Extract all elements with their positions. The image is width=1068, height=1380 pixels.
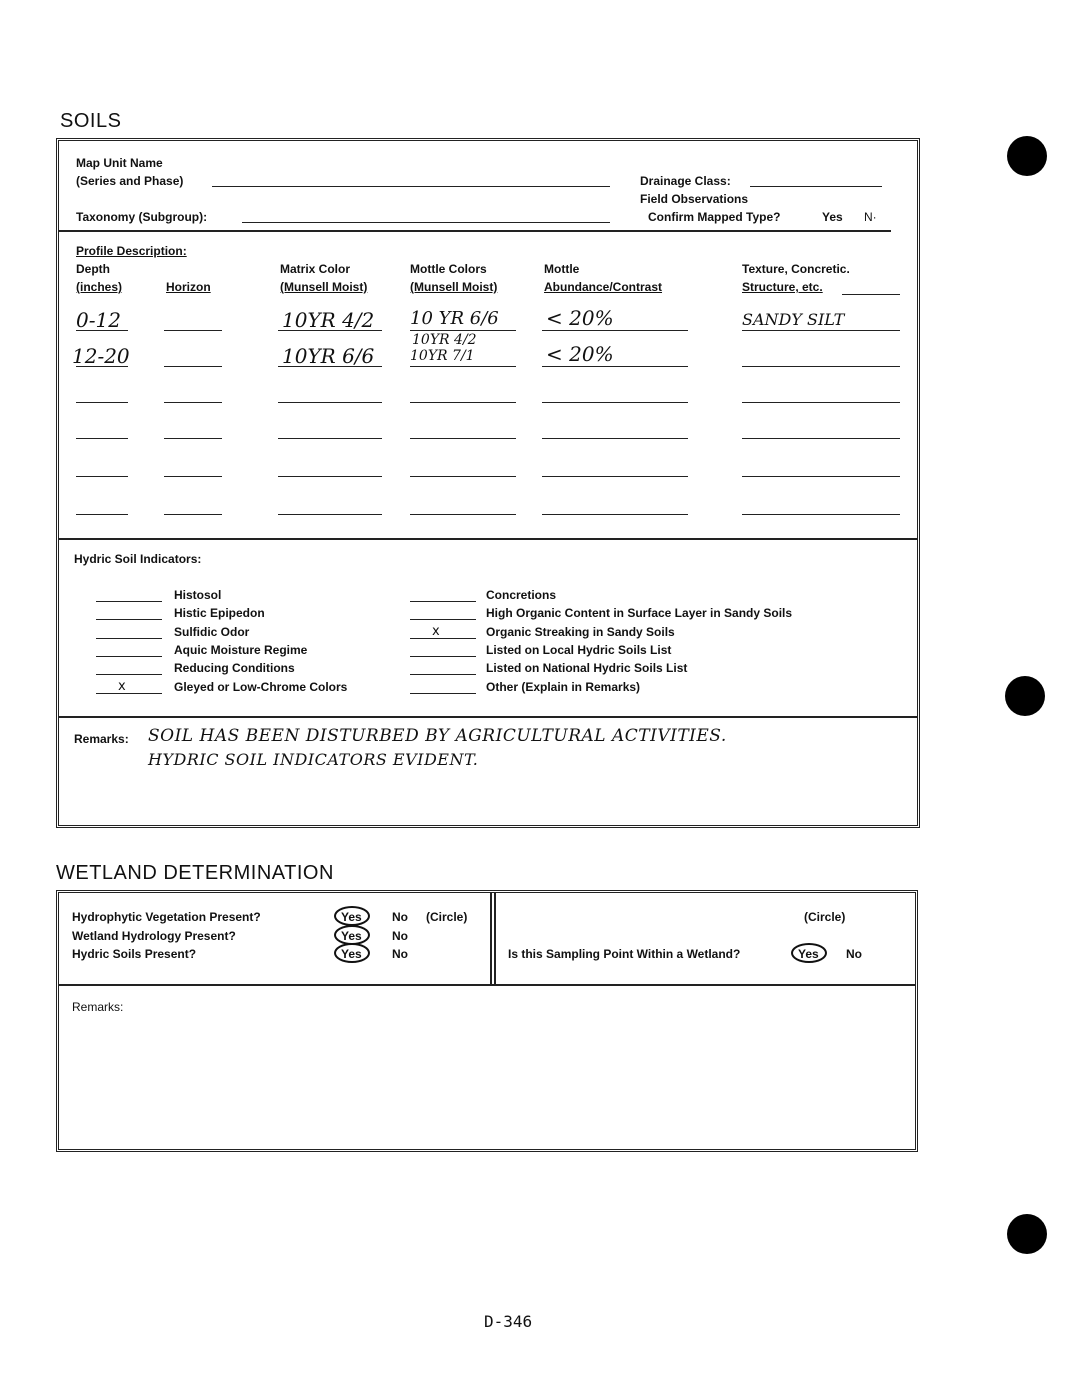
mottle-header: Mottle xyxy=(544,262,580,276)
hydric-left-label-6: Gleyed or Low-Chrome Colors xyxy=(174,679,348,694)
profile-row-2-col-6-line[interactable] xyxy=(742,366,900,367)
row1-texture[interactable]: SANDY SILT xyxy=(742,310,845,329)
hydric-soils-question: Hydric Soils Present? xyxy=(72,947,197,961)
field-observations-label: Field Observations xyxy=(640,192,749,206)
wetland-remarks-label: Remarks: xyxy=(72,1000,124,1014)
map-unit-divider xyxy=(59,230,891,232)
hydric-left-checkbox-line-3[interactable] xyxy=(96,638,162,639)
hydric-right-checkbox-line-2[interactable] xyxy=(410,619,476,620)
profile-row-1-col-6-line[interactable] xyxy=(742,330,900,331)
sampling-yes-option[interactable]: Yes xyxy=(798,947,819,961)
hydric-left-checkbox-line-1[interactable] xyxy=(96,601,162,602)
soils-remarks-line-2[interactable]: HYDRIC SOIL INDICATORS EVIDENT. xyxy=(148,750,479,769)
profile-row-3-col-6-line[interactable] xyxy=(742,402,900,403)
texture-header: Texture, Concretic. xyxy=(742,262,850,276)
taxonomy-label: Taxonomy (Subgroup): xyxy=(76,210,208,224)
profile-row-5-col-3-line[interactable] xyxy=(278,476,382,477)
hydric-left-label-5: Reducing Conditions xyxy=(174,661,295,676)
profile-row-4-col-6-line[interactable] xyxy=(742,438,900,439)
hydric-left-label-2: Histic Epipedon xyxy=(174,606,265,621)
hydric-left-checkbox-line-2[interactable] xyxy=(96,619,162,620)
hydric-left-checkbox-line-4[interactable] xyxy=(96,656,162,657)
matrix-munsell-header: (Munsell Moist) xyxy=(280,280,368,294)
q1-yes-option[interactable]: Yes xyxy=(341,910,362,924)
hydrophytic-vegetation-question: Hydrophytic Vegetation Present? xyxy=(72,910,261,924)
horizon-header: Horizon xyxy=(166,280,211,294)
row1-matrix[interactable]: 10YR 4/2 xyxy=(282,308,375,332)
row1-mottle-colors[interactable]: 10 YR 6/6 xyxy=(410,308,499,329)
map-unit-name-label: Map Unit Name xyxy=(76,156,163,170)
soils-remarks-line-1[interactable]: SOIL HAS BEEN DISTURBED BY AGRICULTURAL ACTIVITIES. xyxy=(148,726,727,746)
row2-mottle-colors-2[interactable]: 10YR 7/1 xyxy=(410,348,475,364)
profile-row-6-col-6-line[interactable] xyxy=(742,514,900,515)
sampling-point-question: Is this Sampling Point Within a Wetland? xyxy=(508,947,741,961)
confirm-no-option[interactable]: N· xyxy=(864,210,877,224)
profile-row-4-col-1-line[interactable] xyxy=(76,438,128,439)
hydric-left-label-1: Histosol xyxy=(174,588,222,602)
profile-row-6-col-4-line[interactable] xyxy=(410,514,516,515)
drainage-class-field[interactable] xyxy=(750,186,882,187)
profile-row-6-col-1-line[interactable] xyxy=(76,514,128,515)
structure-header-extension xyxy=(842,294,900,295)
hydric-right-checkbox-line-5[interactable] xyxy=(410,674,476,675)
hydric-right-label-3: Organic Streaking in Sandy Soils xyxy=(486,624,675,639)
row1-depth[interactable]: 0-12 xyxy=(76,308,121,332)
profile-row-4-col-4-line[interactable] xyxy=(410,438,516,439)
hydric-right-label-4: Listed on Local Hydric Soils List xyxy=(486,642,672,657)
wetland-title: WETLAND DETERMINATION xyxy=(56,862,334,884)
hydric-left-checkbox-line-6[interactable] xyxy=(96,693,162,694)
soils-remarks-label: Remarks: xyxy=(74,732,129,746)
row2-matrix[interactable]: 10YR 6/6 xyxy=(282,344,375,368)
profile-row-3-col-2-line[interactable] xyxy=(164,402,222,403)
profile-row-5-col-2-line[interactable] xyxy=(164,476,222,477)
profile-row-2-col-5-line[interactable] xyxy=(542,366,688,367)
circle-instruction-left: (Circle) xyxy=(426,910,468,924)
drainage-class-label: Drainage Class: xyxy=(640,174,731,188)
depth-units-header: (inches) xyxy=(76,280,123,294)
profile-row-3-col-3-line[interactable] xyxy=(278,402,382,403)
profile-divider xyxy=(59,538,917,540)
soils-title: SOILS xyxy=(60,110,122,132)
hydric-left-label-3: Sulfidic Odor xyxy=(174,624,250,639)
hydric-left-label-4: Aquic Moisture Regime xyxy=(174,642,308,657)
row2-mottle-colors[interactable]: 10YR 4/2 xyxy=(412,332,477,348)
hydric-right-label-1: Concretions xyxy=(486,588,557,602)
wetland-divider xyxy=(59,984,915,986)
profile-row-6-col-5-line[interactable] xyxy=(542,514,688,515)
hydric-right-checkbox-line-3[interactable] xyxy=(410,638,476,639)
map-unit-name-field[interactable] xyxy=(212,186,610,187)
profile-row-4-col-5-line[interactable] xyxy=(542,438,688,439)
structure-header: Structure, etc. xyxy=(742,280,823,294)
profile-row-5-col-1-line[interactable] xyxy=(76,476,128,477)
q3-no-option[interactable]: No xyxy=(392,947,408,961)
abundance-contrast-header: Abundance/Contrast xyxy=(544,280,663,294)
profile-row-3-col-5-line[interactable] xyxy=(542,402,688,403)
profile-row-2-col-2-line[interactable] xyxy=(164,366,222,367)
mottle-munsell-header: (Munsell Moist) xyxy=(410,280,498,294)
profile-row-2-col-4-line[interactable] xyxy=(410,366,516,367)
profile-row-4-col-3-line[interactable] xyxy=(278,438,382,439)
hydric-right-checkbox-line-4[interactable] xyxy=(410,656,476,657)
row2-abundance[interactable]: < 20% xyxy=(546,342,614,366)
hydric-right-label-6: Other (Explain in Remarks) xyxy=(486,679,641,694)
profile-row-5-col-4-line[interactable] xyxy=(410,476,516,477)
profile-row-1-col-4-line[interactable] xyxy=(410,330,516,331)
hydric-left-checkbox-line-5[interactable] xyxy=(96,674,162,675)
soils-frame xyxy=(56,138,920,828)
hydric-indicators-title: Hydric Soil Indicators: xyxy=(74,552,202,566)
series-phase-label: (Series and Phase) xyxy=(76,174,184,188)
punch-hole-top xyxy=(1007,136,1047,176)
mottle-colors-header: Mottle Colors xyxy=(410,262,487,276)
hydric-right-label-5: Listed on National Hydric Soils List xyxy=(486,661,688,676)
q2-no-option[interactable]: No xyxy=(392,929,408,943)
depth-header: Depth xyxy=(76,262,110,276)
profile-row-1-col-2-line[interactable] xyxy=(164,330,222,331)
sampling-no-option[interactable]: No xyxy=(846,947,862,961)
profile-row-3-col-1-line[interactable] xyxy=(76,402,128,403)
wetland-column-divider-2 xyxy=(494,893,496,985)
row2-depth[interactable]: 12-20 xyxy=(72,344,130,368)
q3-yes-option[interactable]: Yes xyxy=(341,947,362,961)
q2-yes-option[interactable]: Yes xyxy=(341,929,362,943)
taxonomy-field[interactable] xyxy=(242,222,610,223)
circle-instruction-right: (Circle) xyxy=(804,910,846,924)
profile-row-1-col-5-line[interactable] xyxy=(542,330,688,331)
hydric-left-mark-6: x xyxy=(118,678,126,694)
hydric-right-mark-3: x xyxy=(432,623,440,639)
hydric-divider xyxy=(59,716,917,718)
matrix-color-header: Matrix Color xyxy=(280,262,351,276)
punch-hole-bottom xyxy=(1007,1214,1047,1254)
wetland-column-divider xyxy=(490,893,492,985)
profile-row-3-col-4-line[interactable] xyxy=(410,402,516,403)
hydric-right-label-2: High Organic Content in Surface Layer in Sandy Soils xyxy=(486,606,793,621)
page-number: D-346 xyxy=(484,1312,533,1331)
profile-row-4-col-2-line[interactable] xyxy=(164,438,222,439)
confirm-mapped-label: Confirm Mapped Type? xyxy=(648,210,781,224)
profile-row-6-col-3-line[interactable] xyxy=(278,514,382,515)
punch-hole-middle xyxy=(1005,676,1045,716)
profile-description-title: Profile Description: xyxy=(76,244,187,258)
confirm-yes-option[interactable]: Yes xyxy=(822,210,843,224)
hydric-right-checkbox-line-6[interactable] xyxy=(410,693,476,694)
profile-row-5-col-6-line[interactable] xyxy=(742,476,900,477)
hydric-right-checkbox-line-1[interactable] xyxy=(410,601,476,602)
profile-row-6-col-2-line[interactable] xyxy=(164,514,222,515)
q1-no-option[interactable]: No xyxy=(392,910,408,924)
profile-row-5-col-5-line[interactable] xyxy=(542,476,688,477)
wetland-hydrology-question: Wetland Hydrology Present? xyxy=(72,929,236,943)
row1-abundance[interactable]: < 20% xyxy=(546,306,614,330)
